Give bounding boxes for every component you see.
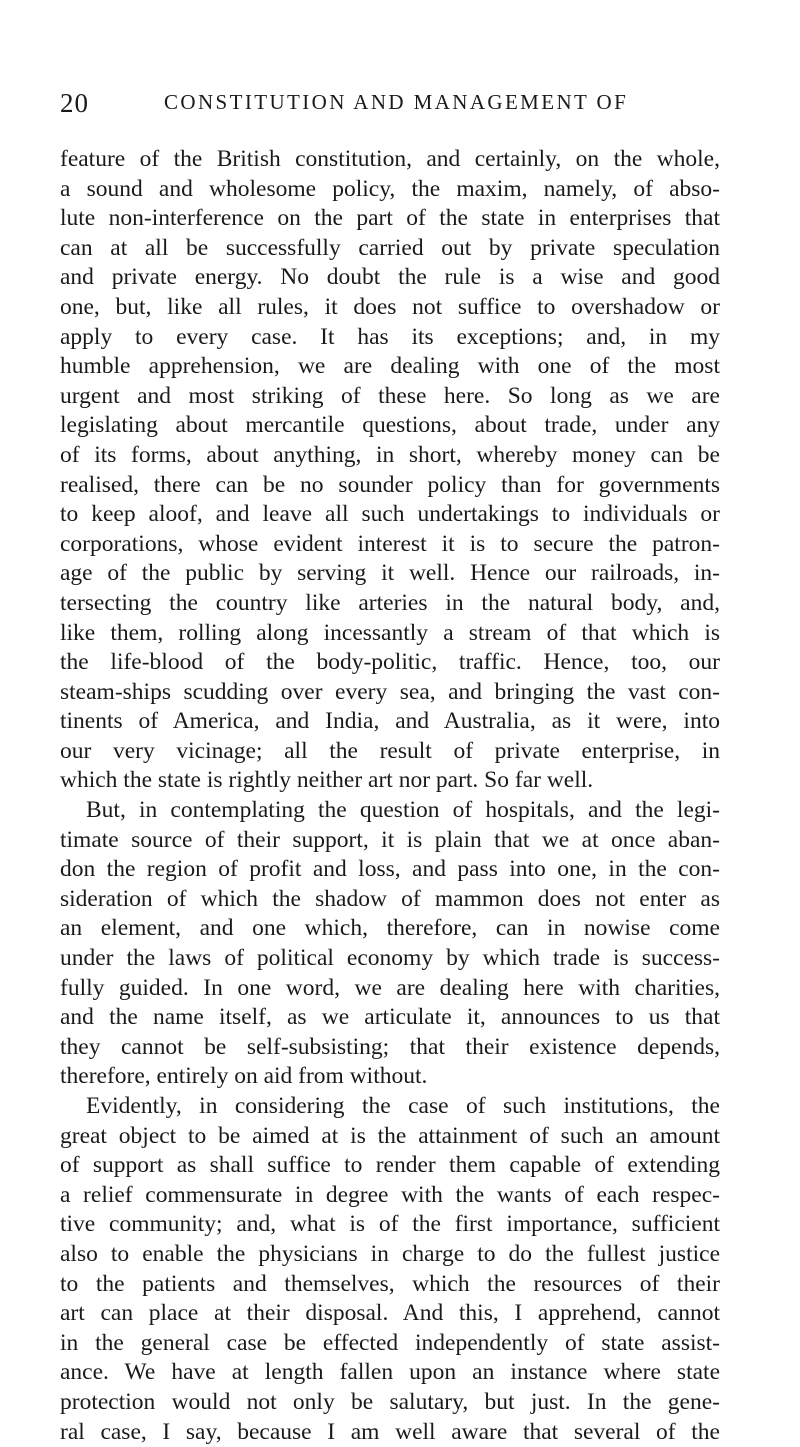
text-line: Evidently, in considering the case of such institutions, the xyxy=(86,1093,720,1119)
text-line: art can place at their disposal. And this, I apprehend, cannot xyxy=(60,1300,720,1327)
page-number: 20 xyxy=(60,88,89,118)
running-head xyxy=(60,88,760,118)
text-line: realised, there can be no sounder policy than for governments xyxy=(60,471,720,498)
text-line: fully guided. In one word, we are dealing here with charities, xyxy=(60,974,720,1001)
text-line: can at all be successfully carried out by private speculation xyxy=(60,234,720,261)
text-line: sideration of which the shadow of mammon does not enter as xyxy=(60,885,720,912)
text-line: a sound and wholesome policy, the maxim, namely, of abso- xyxy=(60,175,720,202)
text-line: But, in contemplating the question of hospitals, and the legi- xyxy=(86,797,720,824)
body-text xyxy=(60,145,720,1447)
text-line: protection would not only be salutary, but just. In the gene- xyxy=(60,1388,720,1415)
text-line: great object to be aimed at is the attainment of such an amount xyxy=(60,1122,720,1149)
text-line: to the patients and themselves, which the resources of their xyxy=(60,1270,720,1297)
text-line: tive community; and, what is of the first importance, sufficient xyxy=(60,1211,720,1238)
text-line: of its forms, about anything, in short, whereby money can be xyxy=(60,441,720,468)
text-line: therefore, entirely on aid from without. xyxy=(60,1063,428,1090)
text-line: don the region of profit and loss, and pass into one, in the con- xyxy=(60,856,720,883)
text-line: under the laws of political economy by which trade is success- xyxy=(60,945,720,972)
text-line: feature of the British constitution, and certainly, on the whole, xyxy=(60,146,720,172)
text-line: humble apprehension, we are dealing with one of the most xyxy=(60,353,720,380)
text-line: tersecting the country like arteries in the natural body, and, xyxy=(60,589,720,616)
text-line: in the general case be effected independently of state assist- xyxy=(60,1329,720,1356)
text-line: an element, and one which, therefore, can in nowise come xyxy=(60,915,720,942)
text-line: age of the public by serving it well. Hence our railroads, in- xyxy=(60,560,720,587)
text-line: tinents of America, and India, and Australia, as it were, into xyxy=(60,708,720,735)
text-line: corporations, whose evident interest it is to secure the patron- xyxy=(60,530,720,557)
text-line: timate source of their support, it is plain that we at once aban- xyxy=(60,826,720,853)
text-line: and private energy. No doubt the rule is a wise and good xyxy=(60,264,720,291)
text-line: urgent and most striking of these here. So long as we are xyxy=(60,382,720,409)
text-line: and the name itself, as we articulate it, announces to us that xyxy=(60,1004,720,1031)
text-line: the life-blood of the body-politic, traffic. Hence, too, our xyxy=(60,649,720,676)
text-line: of support as shall suffice to render them capable of extending xyxy=(60,1152,720,1179)
text-line: which the state is rightly neither art nor part. So far well. xyxy=(60,767,594,794)
text-line: apply to every case. It has its exceptions; and, in my xyxy=(60,323,720,350)
text-line: ral case, I say, because I am well aware that several of the xyxy=(60,1418,720,1445)
text-line: a relief commensurate in degree with the wants of each respec- xyxy=(60,1181,720,1208)
text-line: our very vicinage; all the result of private enterprise, in xyxy=(60,737,720,764)
text-line: lute non-interference on the part of the state in enterprises that xyxy=(60,205,720,232)
running-title: CONSTITUTION AND MANAGEMENT OF xyxy=(164,90,629,114)
text-line: they cannot be self-subsisting; that their existence depends, xyxy=(60,1033,720,1060)
text-line: to keep aloof, and leave all such undertakings to individuals or xyxy=(60,501,720,528)
text-line: legislating about mercantile questions, about trade, under any xyxy=(60,412,720,439)
text-line: ance. We have at length fallen upon an instance where state xyxy=(60,1359,720,1386)
text-line: like them, rolling along incessantly a stream of that which is xyxy=(60,619,720,646)
text-line: steam-ships scudding over every sea, and bringing the vast con- xyxy=(60,678,720,705)
text-line: also to enable the physicians in charge to do the fullest justice xyxy=(60,1240,720,1267)
text-line: one, but, like all rules, it does not suffice to overshadow or xyxy=(60,293,720,320)
